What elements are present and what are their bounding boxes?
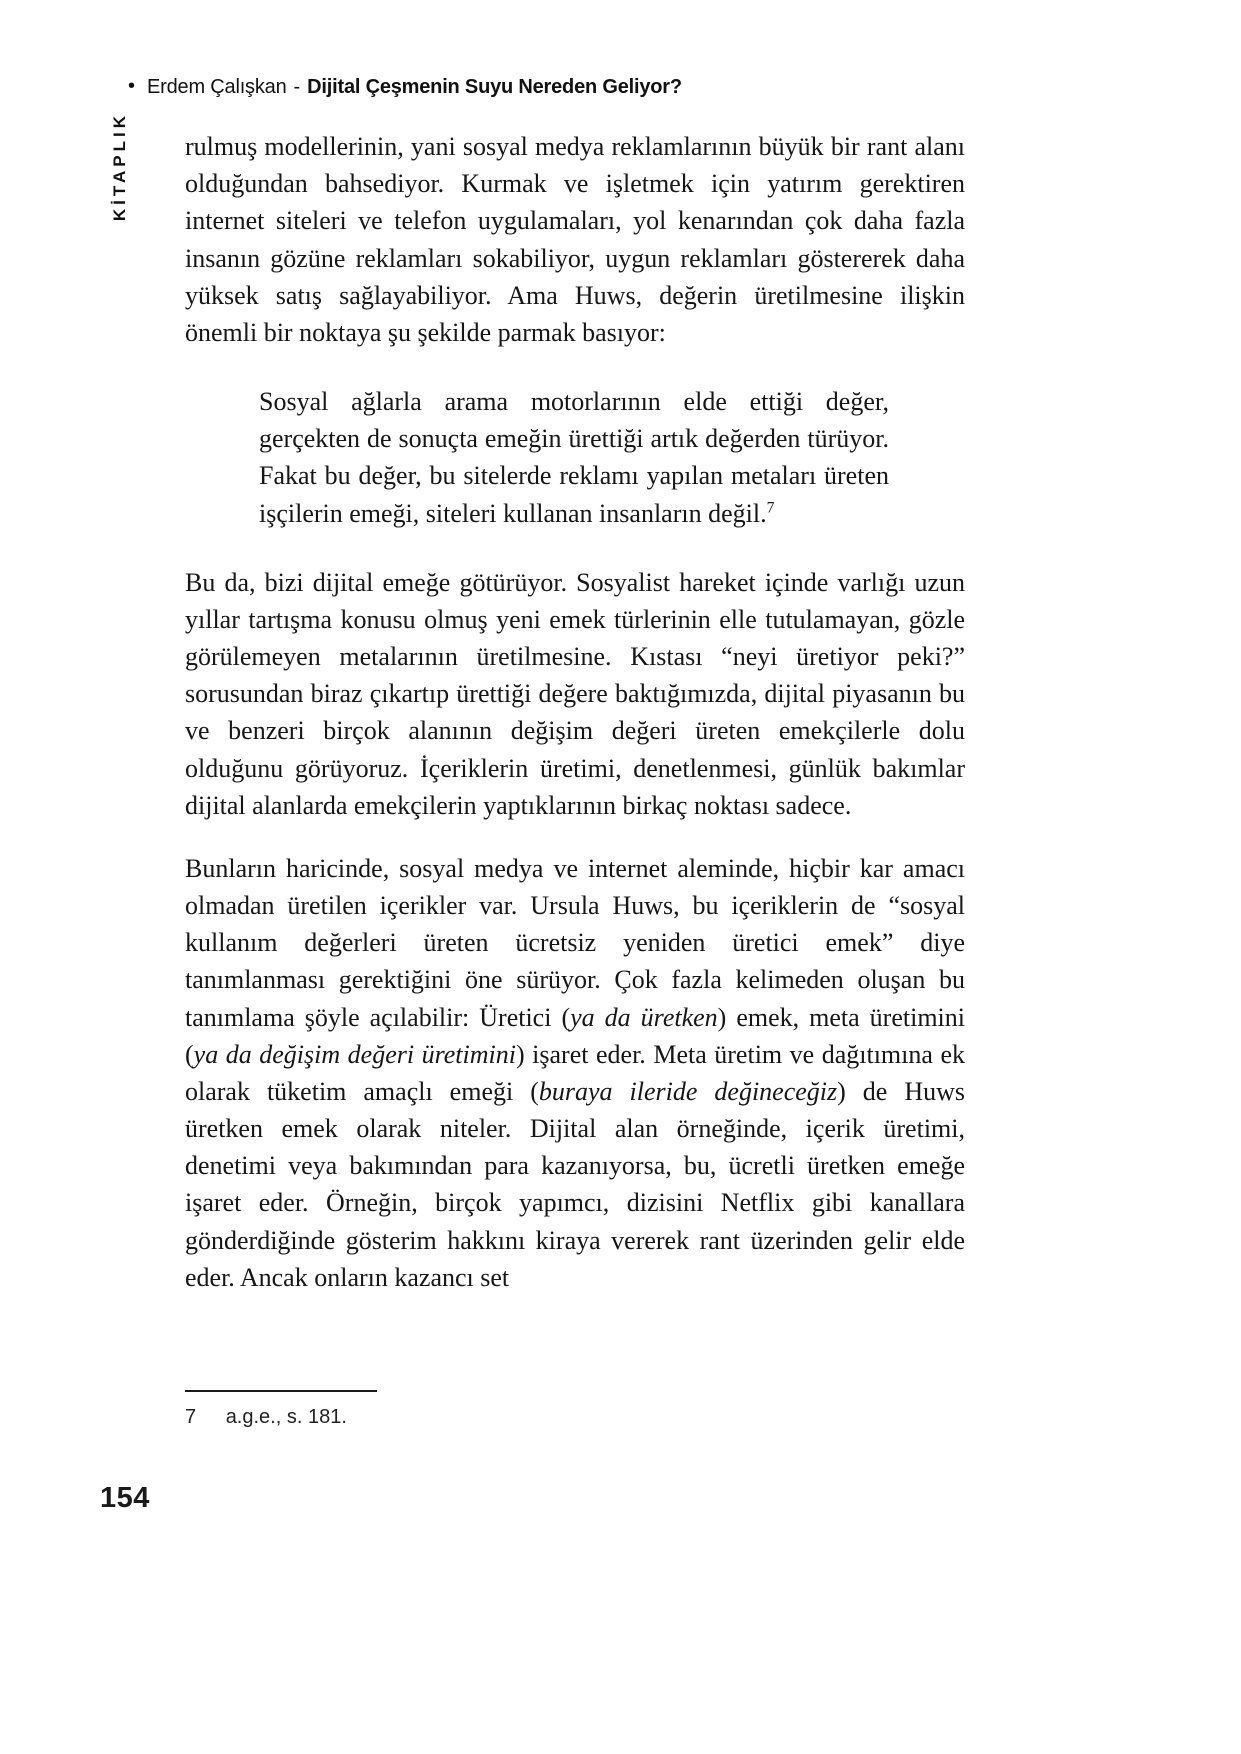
footnote-number: 7 <box>185 1406 197 1428</box>
footnote-divider <box>185 1390 377 1392</box>
header-author: Erdem Çalışkan <box>147 76 287 98</box>
body-text-column <box>185 128 965 1322</box>
footnote-marker: 7 <box>766 498 775 516</box>
block-quote <box>259 383 889 532</box>
header-bullet-icon: • <box>128 75 136 97</box>
text-run: Sosyal ağlarla arama motorlarının elde ettiği değer, gerçekten de sonuçta emeğin ürettiği artık değerden türüyor. Fakat bu değer, bu sitelerde reklamı yapılan metaları üreten işçilerin emeği, siteleri kullanan insanların değil. <box>259 387 889 528</box>
paragraph-1 <box>185 128 965 351</box>
text-run: ) de Huws üretken emek olarak niteler. Dijital alan örneğinde, içerik üretimi, denetimi veya bakımından para kazanıyorsa, bu, ücretli üretken emeğe işaret eder. Örneğin, birçok yapımcı, dizisini Netflix gibi kanallara gönderdiğinde gösterim hakkını kiraya vererek rant üzerinden gelir elde eder. Ancak onların kazancı set <box>185 1076 965 1292</box>
paragraph-3 <box>185 850 965 1296</box>
text-run: ) işaret eder. Meta üretim ve dağıtımına ek olarak tüketim amaçlı emeği ( <box>185 1039 965 1106</box>
footnote-text-line <box>185 1406 377 1429</box>
text-run: Bunların haricinde, sosyal medya ve internet aleminde, hiçbir kar amacı olmadan üretilen içerikler var. Ursula Huws, bu içeriklerin de “sosyal kullanım değerleri üreten ücretsiz yeniden üretici emek” diye tanımlanması gerektiğini öne sürüyor. Çok fazla kelimeden oluşan bu tanımlama şöyle açılabilir: Üretici ( <box>185 853 965 1032</box>
italic-text-run: ya da değişim değeri üretimini <box>193 1039 516 1069</box>
header-book-title: Dijital Çeşmenin Suyu Nereden Geliyor? <box>307 76 682 98</box>
paragraph-2 <box>185 564 965 824</box>
italic-text-run: ya da üretken <box>570 1002 718 1032</box>
text-run: ) emek, meta üretimini ( <box>185 1002 965 1069</box>
footnote-block <box>185 1390 377 1429</box>
text-run: rulmuş modellerinin, yani sosyal medya reklamlarının büyük bir rant alanı olduğundan bahsediyor. Kurmak ve işletmek için yatırım gerektiren internet siteleri ve telefon uygulamaları, yol kenarından çok daha fazla insanın gözüne reklamları sokabiliyor, uygun reklamları göstererek daha yüksek satış sağlayabiliyor. Ama Huws, değerin üretilmesine ilişkin önemli bir noktaya şu şekilde parmak basıyor: <box>185 132 965 347</box>
footnote-text: a.g.e., s. 181. <box>225 1406 347 1428</box>
page-number: 154 <box>100 1482 150 1514</box>
header-separator: - <box>293 76 301 98</box>
section-label-vertical: KİTAPLIK <box>110 112 129 222</box>
running-header <box>128 76 682 99</box>
italic-text-run: buraya ileride değineceğiz <box>538 1076 838 1106</box>
text-run: Bu da, bizi dijital emeğe götürüyor. Sosyalist hareket içinde varlığı uzun yıllar tartışma konusu olmuş yeni emek türlerinin elle tutulamayan, gözle görülemeyen metalarının üretilmesine. Kıstası “neyi üretiyor peki?” sorusundan biraz çıkartıp ürettiği değere baktığımızda, dijital piyasanın bu ve benzeri birçok alanının değişim değeri üreten emekçilerle dolu olduğunu görüyoruz. İçeriklerin üretimi, denetlenmesi, günlük bakımlar dijital alanlarda emekçilerin yaptıklarının birkaç noktası sadece. <box>185 567 965 820</box>
